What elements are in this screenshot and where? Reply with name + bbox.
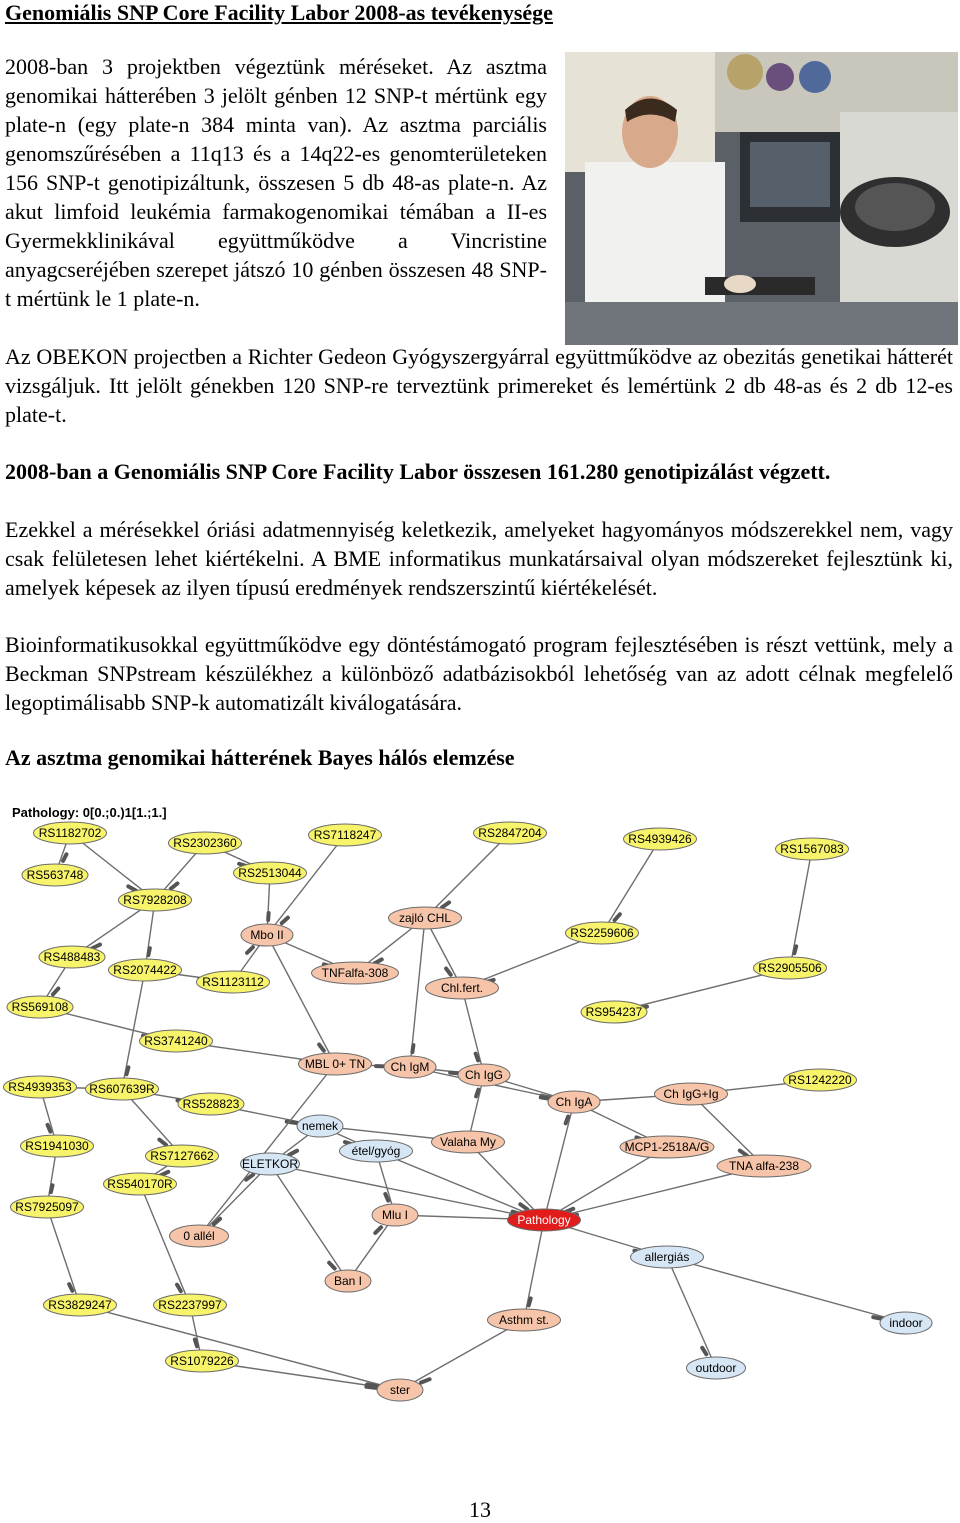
edge-arrow-ster [421, 1379, 430, 1382]
node-label: Ch IgA [555, 1095, 593, 1109]
node-tnfalfa308 [312, 962, 399, 984]
node-rs3829247 [44, 1294, 117, 1316]
graph-header: Pathology: 0[0.;0.)1[1.;1.] [12, 805, 167, 820]
node-label: RS1182702 [38, 826, 102, 840]
edge-arrow-MboII [247, 947, 253, 953]
node-chlfert [426, 977, 499, 999]
edge-Pathology-ChIgA [544, 1102, 574, 1220]
edge-arrow-ChIgG [476, 1090, 478, 1097]
node-rs2237997 [154, 1294, 227, 1316]
edge-allergias-indoor [667, 1257, 906, 1323]
node-label: RS3829247 [48, 1298, 112, 1312]
node-label: RS2847204 [478, 826, 542, 840]
node-label: RS1242220 [788, 1073, 852, 1087]
edge-arrow-ChlFert [446, 969, 451, 975]
node-rs540170r [104, 1173, 177, 1195]
node-label: Pathology [517, 1213, 571, 1227]
node-rs7925097 [11, 1196, 84, 1218]
node-label: RS2259606 [570, 926, 634, 940]
edge-arrow-RS1941030 [48, 1125, 51, 1132]
node-label: RS2513044 [238, 866, 302, 880]
edge-arrow-RS7925097 [51, 1185, 53, 1192]
edge-arrow-MluI [385, 1194, 388, 1201]
node-ster [377, 1379, 423, 1401]
lab-photo [565, 52, 958, 345]
node-label: RS1123112 [202, 975, 264, 989]
edge-MBL0TN-Oallel [199, 1064, 335, 1236]
edge-arrow-ster [367, 1384, 377, 1386]
node-label: RS4939426 [628, 832, 692, 846]
node-oallel [170, 1225, 229, 1247]
node-rs2302360 [169, 832, 242, 854]
node-label: Ch IgM [390, 1060, 430, 1074]
edge-arrow-ELETKOR [289, 1151, 297, 1155]
node-eletkor [241, 1153, 300, 1175]
node-label: Chl.fert. [440, 981, 484, 995]
edge-arrow-RS1079226 [195, 1339, 197, 1346]
node-zajlo [389, 907, 462, 929]
node-label: RS2237997 [158, 1298, 222, 1312]
node-label: outdoor [695, 1361, 737, 1375]
node-rs7928208 [119, 889, 192, 911]
node-outdoor [687, 1357, 746, 1379]
node-chigg [458, 1064, 510, 1086]
edge-arrow-RS7127662 [159, 1140, 166, 1145]
node-label: RS1567083 [780, 842, 844, 856]
node-label: RS4939353 [8, 1080, 72, 1094]
node-label: TNA alfa-238 [728, 1159, 800, 1173]
node-nemek [297, 1115, 343, 1137]
node-label: RS563748 [26, 868, 84, 882]
edge-arrow-BanI [329, 1263, 335, 1269]
node-label: 0 allél [183, 1229, 215, 1243]
paragraph-projects: 2008-ban 3 projektben végeztünk méréseket. Az asztma genomikai hátterében 3 jelölt génben 12 SNP-t mértünk egy plate-n (egy plate-n 384 minta van). Az asztma parciális genomszűrésében a 11q13 és a 14q22-es genomterületeken 156 SNP-t genotipizáltunk, összesen 5 db 48-as plate-n. Az akut limfoid leukémia farmakogenomikai témában a II-es Gyermekklinikával együttműködve a Vincristine anyagcseréjében szerepet játszó 10 génben összesen 48 SNP-t mértünk le 1 plate-n. [5, 54, 547, 311]
node-pathology [508, 1209, 581, 1231]
bayes-section-heading: Az asztma genomikai hátterének Bayes hálós elemzése [5, 745, 515, 770]
edge-ValahaMy-Pathology [468, 1142, 544, 1220]
node-mlui [372, 1204, 418, 1226]
node-valahamy [432, 1131, 505, 1153]
node-label: RS488483 [43, 950, 101, 964]
node-rs7118247 [309, 824, 382, 846]
node-rs563748 [22, 864, 88, 886]
node-rs2513044 [234, 862, 307, 884]
node-label: Ch IgG+Ig [663, 1087, 719, 1101]
node-rs1242220 [784, 1069, 857, 1091]
edge-arrow-RS2259606 [615, 914, 620, 920]
node-rs1123112 [197, 971, 270, 993]
node-label: RS2074422 [113, 963, 177, 977]
node-rs4939426 [624, 828, 697, 850]
node-label: RS7118247 [313, 828, 377, 842]
node-chiga [548, 1091, 600, 1113]
edge-arrow-ChIgM [412, 1045, 413, 1052]
edge-arrow-RS7928208 [171, 883, 178, 888]
node-label: TNFalfa-308 [321, 966, 389, 980]
edge-RS2847204-zajlo [425, 833, 510, 918]
edge-allergias-outdoor [667, 1257, 716, 1368]
node-label: ELETKOR [241, 1157, 299, 1171]
paragraph-obekon: Az OBEKON projectben a Richter Gedeon Gyógyszergyárral együttműködve az obezitás genetikai hátterét vizsgáljuk. Itt jelölt génekben 120 SNP-re terveztünk primereket és lemértünk 2 db 48-as és 2 db 12-es plate-t. [5, 344, 953, 427]
edge-arrow-zajlo [442, 902, 449, 907]
page-title: Genomiális SNP Core Facility Labor 2008-as tevékenysége [5, 0, 553, 25]
edge-arrow-RS3829247 [69, 1284, 72, 1291]
node-etel [340, 1140, 413, 1162]
node-label: indoor [889, 1316, 923, 1330]
node-label: RS7127662 [150, 1149, 214, 1163]
paragraph-data-analysis: Ezekkel a mérésekkel óriási adatmennyiség keletkezik, amelyeket hagyományos módszerekkel nem, vagy csak felületesen lehet kiértékelni. A BME informatikus munkatársaival olyan módszereket fejlesztünk ki, amelyek képesek az ilyen típusú eredmények rendszerszintű kiértékelését. [5, 517, 953, 600]
node-label: Asthm st. [498, 1313, 550, 1327]
edge-MCP1-Pathology [544, 1147, 667, 1220]
edge-ChlFert-ChIgG [462, 988, 484, 1075]
node-label: ster [389, 1383, 411, 1397]
node-rs607639r [86, 1078, 159, 1100]
node-rs1567083 [776, 838, 849, 860]
node-rs2905506 [754, 957, 827, 979]
node-chiggig [655, 1083, 728, 1105]
node-label: MCP1-2518A/G [624, 1140, 710, 1154]
node-label: Valaha My [440, 1135, 496, 1149]
edge-arrow-MBL0TN [319, 1045, 324, 1051]
node-label: Mbo II [250, 928, 284, 942]
edge-arrow-ChIgG [476, 1054, 478, 1061]
edge-arrow-ChIgA [566, 1117, 568, 1124]
edge-arrow-TNAalfa [740, 1151, 747, 1156]
node-label: RS607639R [89, 1082, 155, 1096]
node-label: Mlu I [381, 1208, 409, 1222]
node-mbl0tn [299, 1053, 372, 1075]
edge-arrow-Pathology [520, 1204, 527, 1209]
node-bani [325, 1270, 371, 1292]
node-rs1941030 [21, 1135, 94, 1157]
edge-arrow-MboII [282, 918, 288, 924]
paragraph-bioinformatics: Bioinformatikusokkal együttműködve egy döntéstámogató program fejlesztésében is részt vettünk, mely a Beckman SNPstream készülékhez a különböző adatbázisokból lehetőség van az adott célnak megfelelő legoptimálisabb SNP-k automatizált kiválogatására. [5, 632, 953, 715]
node-label: RS7928208 [123, 893, 187, 907]
node-label: RS540170R [107, 1177, 173, 1191]
node-label: RS528823 [182, 1097, 240, 1111]
node-rs528823 [178, 1093, 244, 1115]
edge-arrow-outdoor [702, 1348, 706, 1354]
node-label: zajló CHL [398, 911, 452, 925]
node-label: RS7925097 [15, 1200, 79, 1214]
node-allergias [631, 1246, 704, 1268]
edge-RS4939426-RS2259606 [602, 839, 660, 933]
edge-MboII-MBL0TN [267, 935, 335, 1064]
summary-text: 2008-ban a Genomiális SNP Core Facility Labor összesen 161.280 genotipizálást végzett. [5, 459, 831, 484]
node-indoor [880, 1312, 932, 1334]
edge-arrow-RS569108 [53, 988, 58, 994]
node-rs1079226 [166, 1350, 239, 1372]
node-rs569108 [7, 996, 73, 1018]
node-label: MBL 0+ TN [304, 1057, 366, 1071]
edge-arrow-RS7928208 [128, 886, 136, 890]
edge-RS7118247-MboII [267, 835, 345, 935]
node-label: nemek [301, 1119, 339, 1133]
edge-RS3829247-ster [80, 1305, 400, 1390]
node-rs2074422 [109, 959, 182, 981]
node-label: RS569108 [11, 1000, 69, 1014]
node-label: RS2302360 [173, 836, 237, 850]
node-label: RS2905506 [758, 961, 822, 975]
edge-arrow-RS2237997 [177, 1285, 181, 1291]
node-rs3741240 [140, 1030, 213, 1052]
edge-arrow-RS563748 [63, 854, 66, 861]
edge-Asthmst-ster [400, 1320, 524, 1390]
node-rs2259606 [566, 922, 639, 944]
bayes-network-diagram [0, 795, 960, 1420]
edge-arrow-RS2905506 [794, 946, 796, 953]
node-rs4939353 [4, 1076, 77, 1098]
node-label: RS954237 [585, 1005, 643, 1019]
node-rs488483 [39, 946, 105, 968]
node-asthmst [488, 1309, 561, 1331]
node-chigm [384, 1056, 436, 1078]
node-label: Ch IgG [464, 1068, 504, 1082]
edge-arrow-Asthmst [529, 1298, 531, 1305]
node-rs954237 [581, 1001, 647, 1023]
edge-ELETKOR-BanI [270, 1164, 348, 1281]
edge-arrow-RS2074422 [148, 948, 149, 955]
node-rs1182702 [34, 822, 107, 844]
node-label: RS1079226 [170, 1354, 234, 1368]
edge-RS7925097-RS3829247 [47, 1207, 80, 1305]
page-number: 13 [469, 1497, 491, 1522]
node-tnaalfa [717, 1155, 811, 1177]
node-label: étel/gyóg [351, 1144, 401, 1158]
edge-Oallel-ELETKOR [199, 1164, 270, 1236]
node-mcp1 [620, 1136, 714, 1158]
edge-arrow-RS607639R [127, 1067, 129, 1074]
edge-arrow-RS488483 [92, 945, 100, 949]
node-label: Ban I [333, 1274, 363, 1288]
node-label: RS1941030 [25, 1139, 89, 1153]
edge-arrow-MluI [375, 1227, 381, 1233]
node-rs7127662 [146, 1145, 219, 1167]
node-label: allergiás [644, 1250, 690, 1264]
node-mboii [241, 924, 293, 946]
node-rs2847204 [474, 822, 547, 844]
node-label: RS3741240 [144, 1034, 208, 1048]
